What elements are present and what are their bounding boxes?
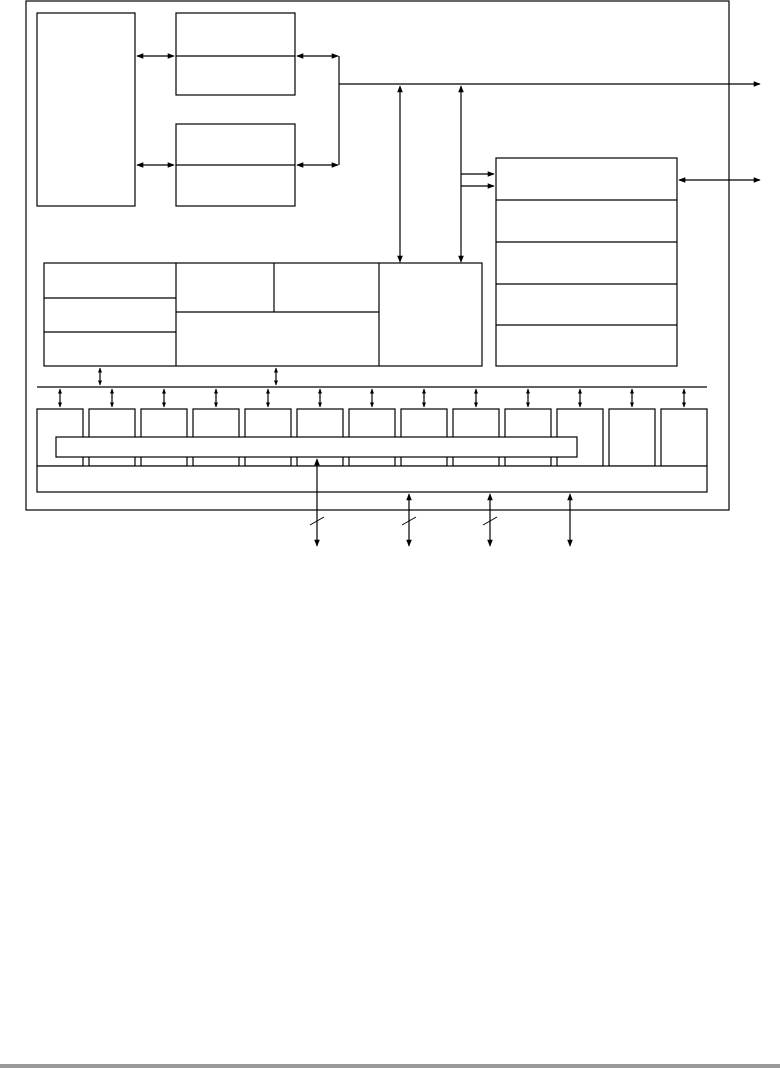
core-block [37,13,135,206]
pin-mux-bar [56,437,577,457]
peripheral-slot [609,409,655,466]
memory-block-upper [176,13,295,95]
peripheral-slot [661,409,707,466]
memory-block-lower [176,124,295,206]
footer-rule [0,1064,780,1068]
mid-composite-block [44,263,482,366]
io-port-strip [37,466,707,492]
right-stack-block [496,158,677,366]
